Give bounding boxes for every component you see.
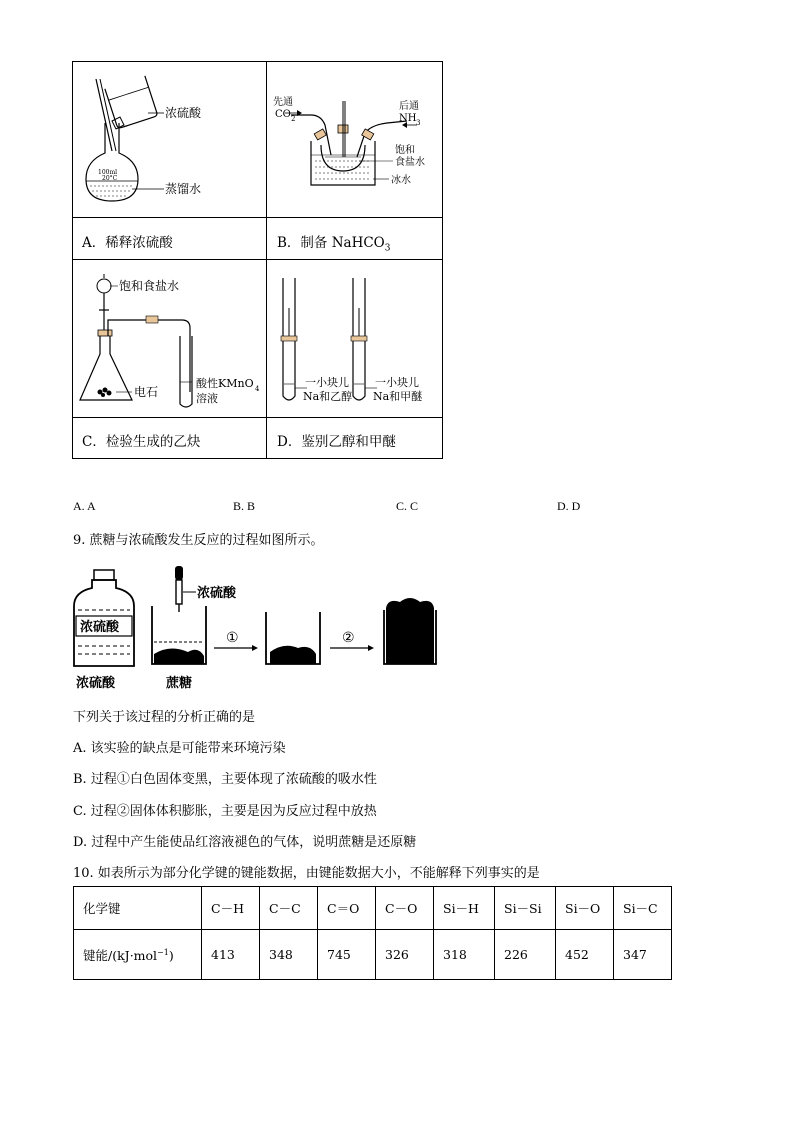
bond-energy: 348	[260, 930, 318, 980]
bond-header-label: 化学键	[74, 887, 202, 930]
label-icewater: 冰水	[391, 175, 411, 186]
label-co2: CO	[275, 109, 291, 120]
bond-name: C＝O	[318, 887, 376, 930]
bond-name: Si－C	[614, 887, 672, 930]
q8-option-c[interactable]: C. C	[396, 499, 419, 513]
q9-prompt: 下列关于该过程的分析正确的是	[73, 710, 256, 725]
label-nh3: NH	[399, 113, 417, 124]
label-saturated: 饱和	[395, 145, 415, 156]
q8-option-d[interactable]: D. D	[557, 499, 581, 513]
caption-b-sub: 3	[384, 243, 391, 254]
label-ether: Na和甲醚	[373, 390, 423, 403]
q9-option-b[interactable]: B. 过程①白色固体变黑，主要体现了浓硫酸的吸水性	[73, 772, 377, 787]
q10-stem: 10. 如表所示为部分化学键的键能数据，由键能数据大小，不能解释下列事实的是	[73, 866, 540, 881]
energy-row-label: 键能/(kJ·mol$^{-1}$)	[74, 930, 202, 980]
bottle-label: 浓硫酸	[80, 620, 120, 635]
bond-name: C－C	[260, 887, 318, 930]
bond-energy: 413	[202, 930, 260, 980]
q9-figure	[70, 562, 450, 694]
q9-option-c[interactable]: C. 过程②固体体积膨胀，主要是因为反应过程中放热	[73, 804, 377, 819]
energy-label-text: 键能	[83, 947, 109, 963]
bond-name: C－O	[376, 887, 434, 930]
caption-c: C．检验生成的乙炔	[82, 434, 201, 450]
beaker-caption: 蔗糖	[166, 676, 193, 691]
energy-unit: kJ·mol	[117, 947, 158, 963]
bond-header-row	[74, 887, 672, 930]
bond-energy: 226	[495, 930, 556, 980]
label-na-1: 一小块儿	[305, 376, 349, 389]
bond-energy: 452	[556, 930, 614, 980]
bond-energy: 326	[376, 930, 434, 980]
diagram-nahco3	[267, 61, 442, 217]
label-brine: 食盐水	[395, 157, 425, 168]
bond-name: Si－H	[434, 887, 495, 930]
label-na-2: 一小块儿	[375, 376, 419, 389]
step-2: ②	[342, 630, 355, 646]
label-carbide: 电石	[134, 385, 159, 399]
label-later: 后通	[399, 101, 419, 112]
bond-energy-table	[73, 886, 672, 980]
label-kmno4: 酸性KMnO	[196, 377, 254, 390]
q9-option-d[interactable]: D. 过程中产生能使品红溶液褪色的气体，说明蔗糖是还原糖	[73, 835, 417, 850]
label-volume: 100ml	[98, 169, 118, 176]
bond-name: Si－O	[556, 887, 614, 930]
label-nh3-sub: 3	[416, 119, 421, 127]
apparatus-table	[72, 61, 443, 459]
bond-name: C－H	[202, 887, 260, 930]
bond-energy: 347	[614, 930, 672, 980]
label-temp: 20°C	[102, 175, 118, 182]
label-kmno4-sub: 4	[255, 385, 260, 393]
label-co2-sub: 2	[291, 115, 296, 123]
bond-name: Si－Si	[495, 887, 556, 930]
label-ethanol: Na和乙醇	[303, 390, 353, 403]
bond-energy: 318	[434, 930, 495, 980]
label-first: 先通	[273, 97, 293, 108]
label-water: 蒸馏水	[165, 182, 202, 196]
q8-option-b[interactable]: B. B	[233, 499, 256, 513]
bottle-caption: 浓硫酸	[76, 676, 116, 691]
energy-unit-exp: −1	[157, 947, 169, 957]
bond-energy: 745	[318, 930, 376, 980]
label-brine-c: 饱和食盐水	[119, 279, 180, 293]
q9-option-a[interactable]: A. 该实验的缺点是可能带来环境污染	[73, 741, 286, 756]
dropper-label: 浓硫酸	[197, 586, 237, 601]
step-1: ①	[226, 630, 239, 646]
diagram-acetylene	[72, 260, 266, 417]
caption-d: D．鉴别乙醇和甲醚	[277, 434, 396, 450]
label-solution: 溶液	[196, 392, 218, 405]
q9-stem: 9. 蔗糖与浓硫酸发生反应的过程如图所示。	[73, 533, 324, 548]
bond-energy-row	[74, 930, 672, 980]
caption-a: A．稀释浓硫酸	[82, 235, 173, 251]
diagram-ethanol-ether	[267, 260, 442, 417]
caption-b	[277, 231, 390, 254]
diagram-dilute-acid	[72, 61, 266, 217]
q8-option-a[interactable]: A. A	[73, 499, 96, 513]
caption-b-text: B．制备 NaHCO	[277, 235, 385, 251]
label-acid: 浓硫酸	[165, 106, 202, 120]
